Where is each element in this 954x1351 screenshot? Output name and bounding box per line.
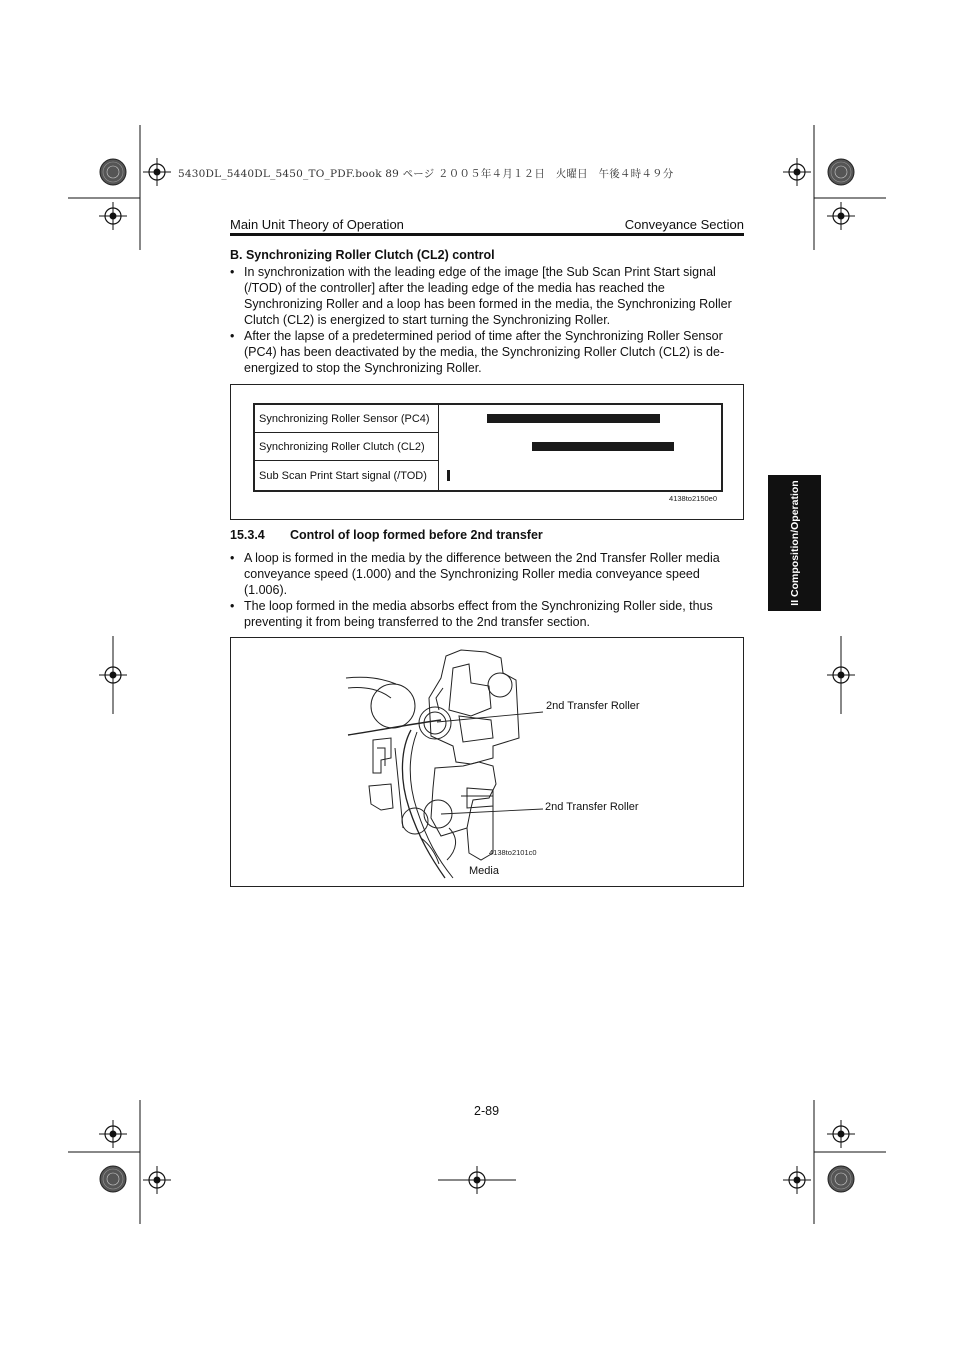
figure-code: 4138to2101c0 <box>489 848 537 857</box>
timing-chart-figure <box>230 384 744 520</box>
timing-bar-cl2 <box>532 442 674 451</box>
section-15-3-4-title <box>230 528 543 542</box>
section-b-bullets <box>230 264 744 376</box>
section-number: 15.3.4 <box>230 528 265 542</box>
page-number: 2-89 <box>474 1104 500 1118</box>
chapter-side-tab <box>768 475 821 611</box>
timing-bar-pc4 <box>487 414 659 423</box>
section-b-title: B. Synchronizing Roller Clutch (CL2) control <box>230 248 495 262</box>
section-title-text: Control of loop formed before 2nd transfer <box>290 528 543 542</box>
bullet-item <box>230 328 744 376</box>
media-label: Media <box>469 865 499 877</box>
timing-label-tod: Sub Scan Print Start signal (/TOD) <box>255 461 439 490</box>
chapter-side-tab-label: II Composition/Operation <box>788 480 801 606</box>
timing-chart <box>253 403 723 492</box>
section-15-3-4-bullets <box>230 550 744 630</box>
timing-label-cl2: Synchronizing Roller Clutch (CL2) <box>255 433 439 461</box>
bullet-item <box>230 264 744 328</box>
bullet-item <box>230 550 744 598</box>
bullet-dot: • <box>230 265 235 279</box>
bullet-dot: • <box>230 329 235 343</box>
bullet-text: The loop formed in the media absorbs effect from the Synchronizing Roller side, thus preventing it from being transferred to the 2nd transfer section. <box>244 599 713 629</box>
figure-code: 4138to2150e0 <box>669 494 717 503</box>
print-info-line: 5430DL_5440DL_5450_TO_PDF.book 89 ページ ２００５年４月１２日 火曜日 午後４時４９分 <box>178 168 674 180</box>
header-rule <box>230 233 744 236</box>
transfer-section-drawing <box>231 638 743 886</box>
bullet-text: In synchronization with the leading edge of the image [the Sub Scan Print Start signal (/TOD) of the controller] after the leading edge of the media has reached the Synchronizing Roller and a loop has been formed in the media, the Synchronizing Roller Clutch (CL2) is energized to start turning the Synchronizing Roller. <box>244 265 732 327</box>
transfer-section-figure <box>230 637 744 887</box>
callout-lower-roller: 2nd Transfer Roller <box>545 801 639 813</box>
timing-bar-tod <box>447 470 450 481</box>
bullet-item <box>230 598 744 630</box>
bullet-dot: • <box>230 599 235 613</box>
bullet-text: After the lapse of a predetermined period of time after the Synchronizing Roller Sensor (PC4) has been deactivated by the media, the Synchronizing Roller Clutch (CL2) is de-energized to stop the Synchronizing Roller. <box>244 329 725 375</box>
header-left: Main Unit Theory of Operation <box>230 217 404 232</box>
callout-upper-roller: 2nd Transfer Roller <box>546 700 640 712</box>
header-right: Conveyance Section <box>624 217 744 232</box>
bullet-text: A loop is formed in the media by the difference between the 2nd Transfer Roller media conveyance speed (1.000) and the Synchronizing Roller media conveyance speed (1.006). <box>244 551 720 597</box>
bullet-dot: • <box>230 551 235 565</box>
timing-label-pc4: Synchronizing Roller Sensor (PC4) <box>255 405 439 433</box>
